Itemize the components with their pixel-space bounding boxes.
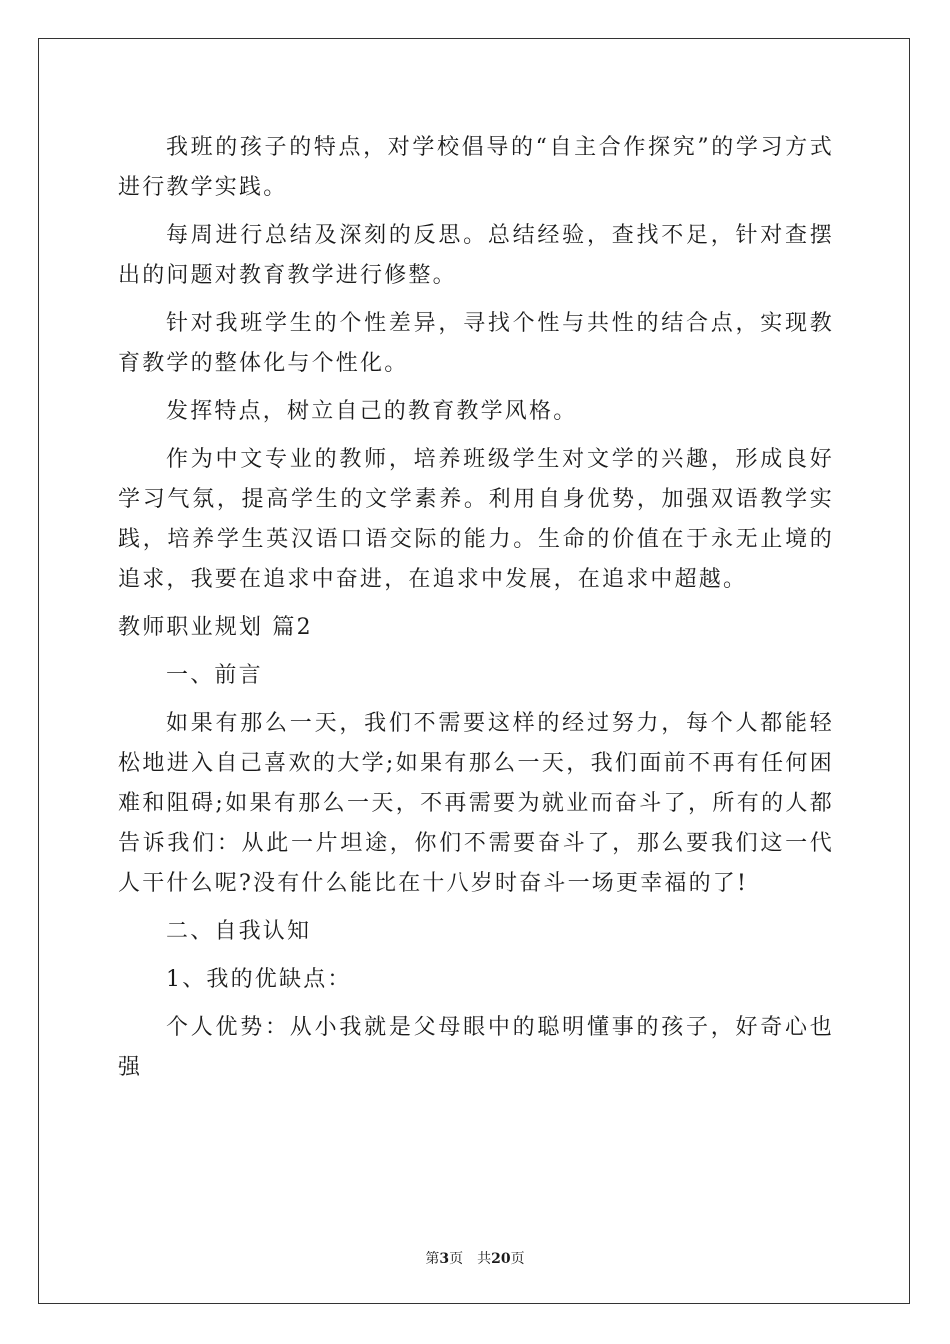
footer-prefix: 第 xyxy=(425,1251,440,1267)
footer-total-suffix: 页 xyxy=(510,1251,525,1267)
page-footer xyxy=(0,1248,950,1268)
paragraph: 作为中文专业的教师，培养班级学生对文学的兴趣，形成良好学习气氛，提高学生的文学素养。利用自身优势，加强双语教学实践，培养学生英汉语口语交际的能力。生命的价值在于永无止境的追求，我要在追求中奋进，在追求中发展，在追求中超越。 xyxy=(118,447,834,592)
document-body xyxy=(118,128,834,1096)
footer-page-suffix: 页 xyxy=(449,1251,464,1267)
footer-page-number: 3 xyxy=(439,1251,450,1267)
subsection-title: 二、自我认知 xyxy=(166,919,312,944)
list-heading: 1、我的优缺点： xyxy=(166,967,352,992)
footer-total-prefix: 共 xyxy=(477,1251,492,1267)
paragraph: 个人优势：从小我就是父母眼中的聪明懂事的孩子，好奇心也强 xyxy=(118,1015,834,1080)
paragraph: 我班的孩子的特点，对学校倡导的“自主合作探究”的学习方式进行教学实践。 xyxy=(118,135,834,200)
paragraph: 如果有那么一天，我们不需要这样的经过努力，每个人都能轻松地进入自己喜欢的大学;如果有那么一天，我们面前不再有任何困难和阻碍;如果有那么一天，不再需要为就业而奋斗了，所有的人都告诉我们：从此一片坦途，你们不需要奋斗了，那么要我们这一代人干什么呢?没有什么能比在十八岁时奋斗一场更幸福的了! xyxy=(118,711,834,896)
paragraph: 针对我班学生的个性差异，寻找个性与共性的结合点，实现教育教学的整体化与个性化。 xyxy=(118,311,834,376)
paragraph: 发挥特点，树立自己的教育教学风格。 xyxy=(166,399,578,424)
section-heading: 教师职业规划 篇2 xyxy=(118,615,313,640)
paragraph: 每周进行总结及深刻的反思。总结经验，查找不足，针对查摆出的问题对教育教学进行修整。 xyxy=(118,223,834,288)
subsection-title: 一、前言 xyxy=(166,663,263,688)
footer-total-pages: 20 xyxy=(491,1251,511,1267)
